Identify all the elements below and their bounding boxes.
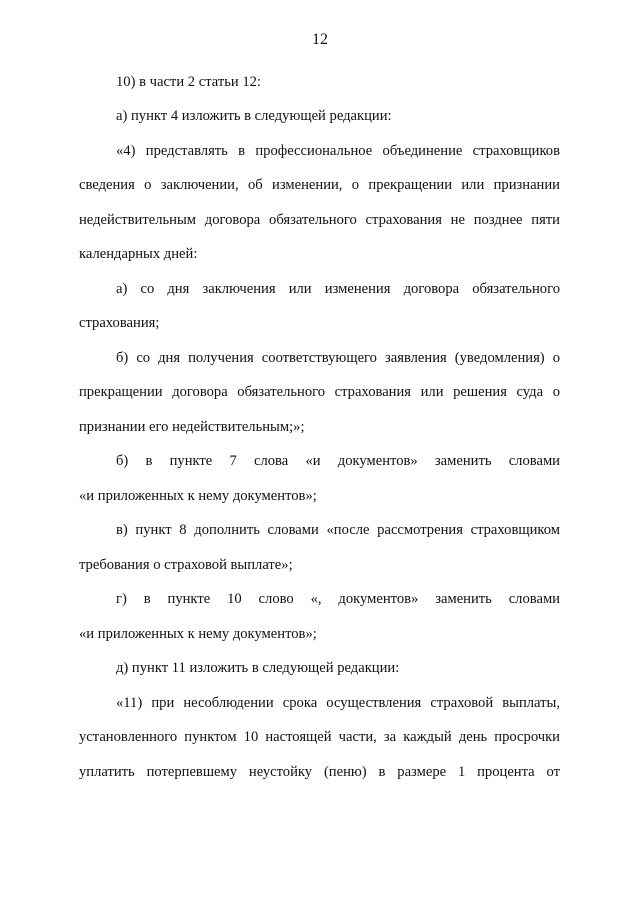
text-line: признании его недействительным;»;: [79, 419, 305, 435]
text-line: прекращении договора обязательного страхования или решения суда о: [79, 384, 560, 400]
page-number: 12: [312, 31, 328, 48]
text-line: недействительным договора обязательного страхования не позднее пяти: [79, 212, 560, 228]
text-line: сведения о заключении, об изменении, о прекращении или признании: [79, 177, 560, 193]
text-line: д) пункт 11 изложить в следующей редакции:: [116, 660, 400, 676]
text-line: а) пункт 4 изложить в следующей редакции:: [116, 108, 392, 124]
text-line: «и приложенных к нему документов»;: [79, 626, 317, 642]
text-line: установленного пунктом 10 настоящей части, за каждый день просрочки: [79, 729, 560, 745]
text-line: 10) в части 2 статьи 12:: [116, 74, 261, 90]
text-line: требования о страховой выплате»;: [79, 557, 293, 573]
text-line: «и приложенных к нему документов»;: [79, 488, 317, 504]
text-line: в) пункт 8 дополнить словами «после рассмотрения страховщиком: [116, 522, 560, 538]
text-line: а) со дня заключения или изменения договора обязательного: [116, 281, 560, 297]
text-line: «4) представлять в профессиональное объединение страховщиков: [116, 143, 560, 159]
text-line: б) со дня получения соответствующего заявления (уведомления) о: [116, 350, 560, 366]
text-line: б) в пункте 7 слова «и документов» заменить словами: [116, 453, 560, 469]
text-line: г) в пункте 10 слово «, документов» заменить словами: [116, 591, 560, 607]
text-line: календарных дней:: [79, 246, 198, 262]
text-line: уплатить потерпевшему неустойку (пеню) в размере 1 процента от: [79, 764, 560, 780]
text-line: страхования;: [79, 315, 160, 331]
text-line: «11) при несоблюдении срока осуществления страховой выплаты,: [116, 695, 560, 711]
